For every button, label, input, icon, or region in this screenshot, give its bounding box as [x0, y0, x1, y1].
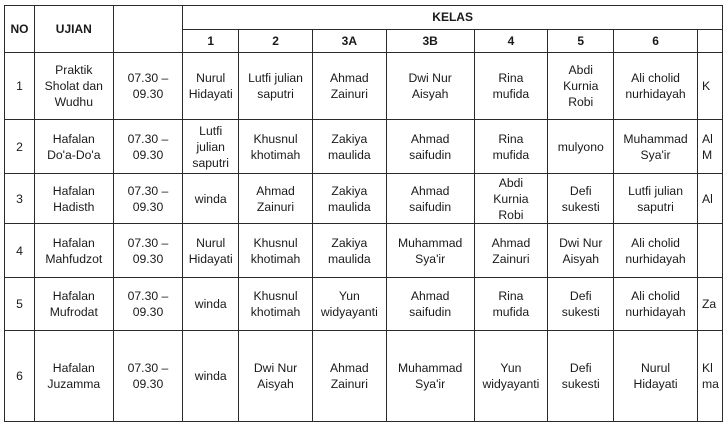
- header-time: [113, 6, 183, 53]
- table-row: [5, 120, 723, 174]
- row-cell: Dwi Nur Aisyah: [548, 224, 614, 278]
- row-ujian: Praktik Sholat dan Wudhu: [34, 53, 113, 120]
- row-cell: Zakiya maulida: [312, 120, 386, 174]
- row-ujian: Hafalan Hadisth: [34, 174, 113, 224]
- row-cell: Rina mufida: [474, 53, 548, 120]
- row-cell: Khusnul khotimah: [239, 120, 313, 174]
- row-ujian: Hafalan Juzamma: [34, 331, 113, 422]
- row-cell: Zakiya maulida: [312, 224, 386, 278]
- row-time: 07.30 – 09.30: [113, 278, 183, 331]
- row-no: 6: [5, 331, 35, 422]
- row-cell: winda: [183, 174, 239, 224]
- row-cell: Khusnul khotimah: [239, 278, 313, 331]
- row-cell: Muhammad Sya'ir: [614, 120, 698, 174]
- row-ujian: Hafalan Mahfudzot: [34, 224, 113, 278]
- class-header-cut: [697, 29, 722, 53]
- row-no: 1: [5, 53, 35, 120]
- table-row: [5, 174, 723, 224]
- row-cell: Rina mufida: [474, 278, 548, 331]
- header-no: NO: [5, 6, 35, 53]
- row-cell: Dwi Nur Aisyah: [239, 331, 313, 422]
- row-cell: Khusnul khotimah: [239, 224, 313, 278]
- row-cell: Ahmad Zainuri: [312, 53, 386, 120]
- row-cell: mulyono: [548, 120, 614, 174]
- row-no: 4: [5, 224, 35, 278]
- row-time: 07.30 – 09.30: [113, 53, 183, 120]
- header-kelas: KELAS: [183, 6, 723, 30]
- row-cell: Defi sukesti: [548, 174, 614, 224]
- row-cell: Ali cholid nurhidayah: [614, 224, 698, 278]
- row-no: 3: [5, 174, 35, 224]
- row-cell: Ahmad Zainuri: [312, 331, 386, 422]
- row-cell: Yun widyayanti: [474, 331, 548, 422]
- row-time: 07.30 – 09.30: [113, 120, 183, 174]
- class-header: 1: [183, 29, 239, 53]
- row-cell: Yun widyayanti: [312, 278, 386, 331]
- class-header: 4: [474, 29, 548, 53]
- row-cell: Ahmad saifudin: [386, 174, 474, 224]
- table-row: [5, 53, 723, 120]
- row-cell: Abdi Kurnia Robi: [474, 174, 548, 224]
- row-cell: Defi sukesti: [548, 331, 614, 422]
- row-cell: Zakiya maulida: [312, 174, 386, 224]
- header-ujian: UJIAN: [34, 6, 113, 53]
- row-cell: winda: [183, 331, 239, 422]
- row-ujian: Hafalan Mufrodat: [34, 278, 113, 331]
- row-cell-cut: [697, 224, 722, 278]
- row-cell: Ali cholid nurhidayah: [614, 53, 698, 120]
- table-row: [5, 278, 723, 331]
- exam-schedule-table: [4, 5, 723, 422]
- row-cell: Ahmad saifudin: [386, 120, 474, 174]
- row-cell: Lutfi julian saputri: [614, 174, 698, 224]
- row-cell: Nurul Hidayati: [183, 53, 239, 120]
- table-row: [5, 224, 723, 278]
- row-cell: Ahmad Zainuri: [239, 174, 313, 224]
- row-cell-cut: Za: [697, 278, 722, 331]
- row-cell: Ahmad saifudin: [386, 278, 474, 331]
- table-row: [5, 331, 723, 422]
- row-cell-cut: Al: [697, 174, 722, 224]
- row-cell: Nurul Hidayati: [183, 224, 239, 278]
- row-cell: Muhammad Sya'ir: [386, 331, 474, 422]
- row-cell: Ahmad Zainuri: [474, 224, 548, 278]
- class-header: 5: [548, 29, 614, 53]
- row-cell: Abdi Kurnia Robi: [548, 53, 614, 120]
- row-cell: Muhammad Sya'ir: [386, 224, 474, 278]
- row-no: 5: [5, 278, 35, 331]
- row-cell: Ali cholid nurhidayah: [614, 278, 698, 331]
- row-cell: Rina mufida: [474, 120, 548, 174]
- row-time: 07.30 – 09.30: [113, 224, 183, 278]
- class-header: 3A: [312, 29, 386, 53]
- row-time: 07.30 – 09.30: [113, 174, 183, 224]
- row-cell: Lutfi julian saputri: [239, 53, 313, 120]
- row-cell-cut: Kl ma: [697, 331, 722, 422]
- class-header: 3B: [386, 29, 474, 53]
- row-cell: Lutfi julian saputri: [183, 120, 239, 174]
- row-no: 2: [5, 120, 35, 174]
- row-cell: Defi sukesti: [548, 278, 614, 331]
- row-ujian: Hafalan Do'a-Do'a: [34, 120, 113, 174]
- row-time: 07.30 – 09.30: [113, 331, 183, 422]
- row-cell: winda: [183, 278, 239, 331]
- row-cell-cut: K: [697, 53, 722, 120]
- row-cell-cut: Al M: [697, 120, 722, 174]
- row-cell: Nurul Hidayati: [614, 331, 698, 422]
- class-header: 2: [239, 29, 313, 53]
- class-header: 6: [614, 29, 698, 53]
- row-cell: Dwi Nur Aisyah: [386, 53, 474, 120]
